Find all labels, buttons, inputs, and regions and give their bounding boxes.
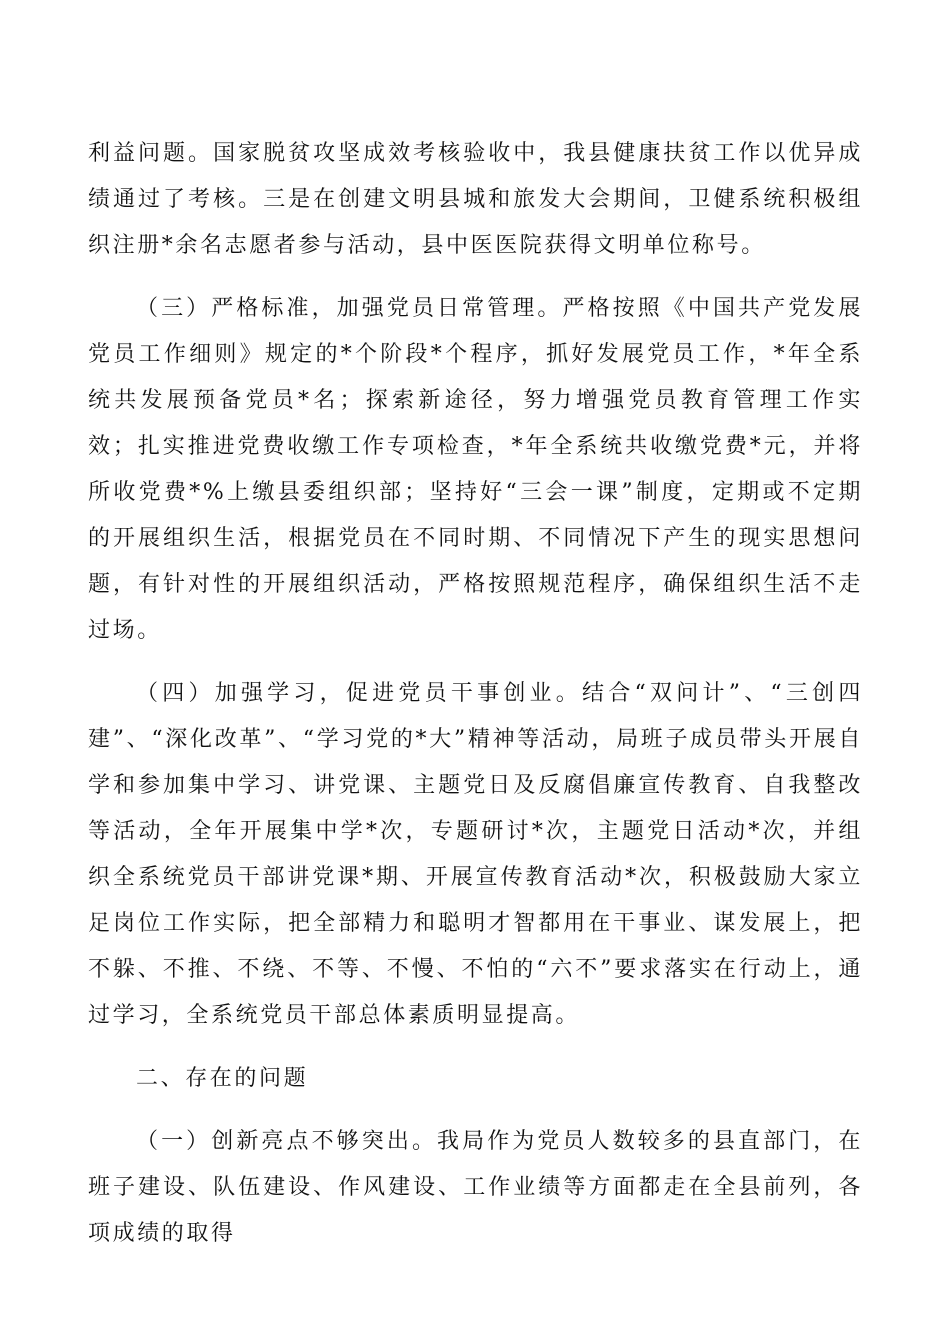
paragraph-intro-continuation: 利益问题。国家脱贫攻坚成效考核验收中，我县健康扶贫工作以优异成绩通过了考核。三是在创建文明县城和旅发大会期间，卫健系统积极组织注册*余名志愿者参与活动，县中医医院获得文明单位称号。 <box>88 141 863 258</box>
paragraph-section-three: （三）严格标准，加强党员日常管理。严格按照《中国共产党发展党员工作细则》规定的*个阶段*个程序，抓好发展党员工作，*年全系统共发展预备党员*名；探索新途径，努力增强党员教育管理工作实效；扎实推进党费收缴工作专项检查，*年全系统共收缴党费*元，并将所收党费*%上缴县委组织部；坚持好“三会一课”制度，定期或不定期的开展组织生活，根据党员在不同时期、不同情况下产生的现实思想问题，有针对性的开展组织活动，严格按照规范程序，确保组织生活不走过场。 <box>88 296 863 643</box>
paragraph-problem-one: （一）创新亮点不够突出。我局作为党员人数较多的县直部门，在班子建设、队伍建设、作风建设、工作业绩等方面都走在全县前列，各项成绩的取得 <box>88 1129 863 1246</box>
document-body <box>88 131 863 1274</box>
section-heading-problems: 二、存在的问题 <box>136 1066 309 1091</box>
paragraph-section-four: （四）加强学习，促进党员干事创业。结合“双问计”、“三创四建”、“深化改革”、“学习党的*大”精神等活动，局班子成员带头开展自学和参加集中学习、讲党课、主题党日及反腐倡廉宣传教育、自我整改等活动，全年开展集中学*次，专题研讨*次，主题党日活动*次，并组织全系统党员干部讲党课*期、开展宣传教育活动*次，积极鼓励大家立足岗位工作实际，把全部精力和聪明才智都用在干事业、谋发展上，把不躲、不推、不绕、不等、不慢、不怕的“六不”要求落实在行动上，通过学习，全系统党员干部总体素质明显提高。 <box>88 681 863 1028</box>
